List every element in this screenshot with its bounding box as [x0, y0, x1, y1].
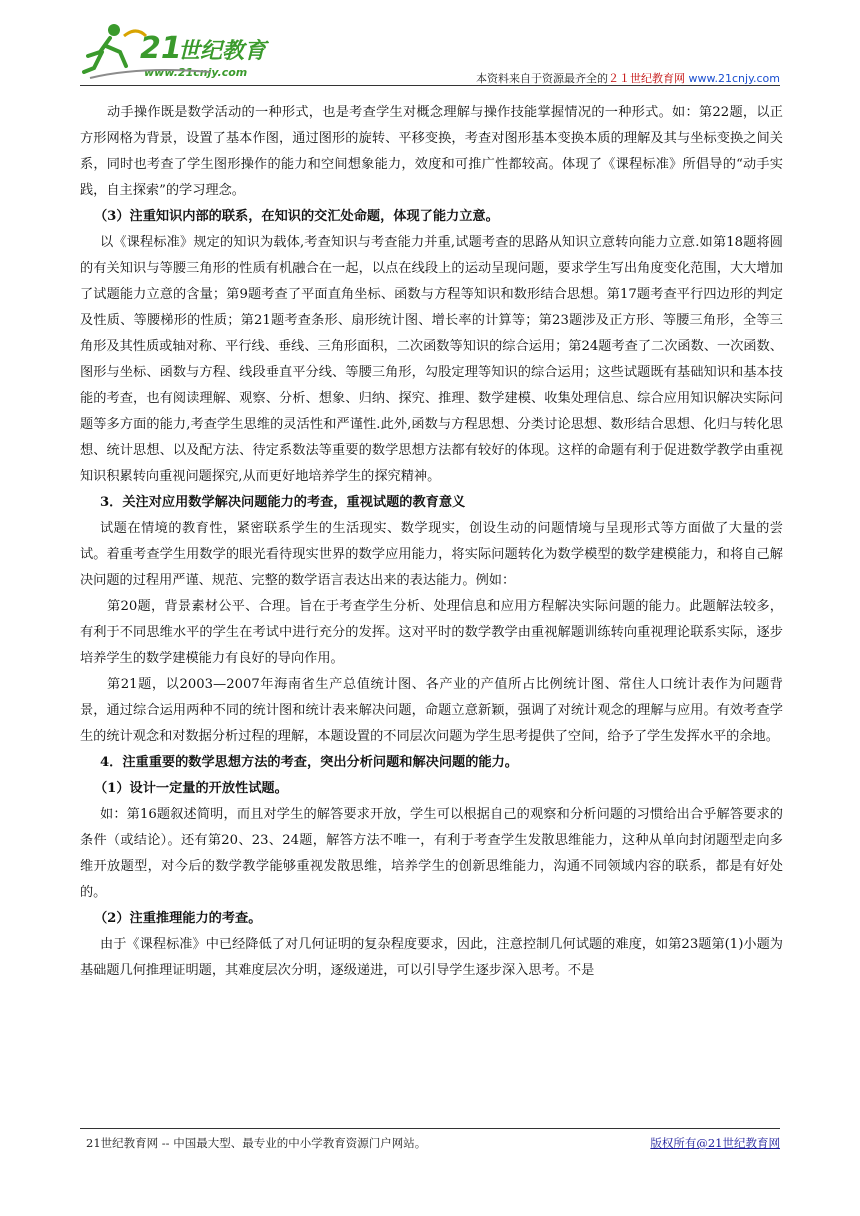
paragraph-question-21: 第21题，以2003—2007年海南省生产总值统计图、各产业的产值所占比例统计图、常住人口统计表作为问题背景，通过综合运用两种不同的统计图和统计表来解决问题，命题立意新颖，强调了对统计观念的理解与应用。有效考查学生的统计观念和对数据分析过程的理解，本题设置的不同层次问题为学生思考提供了空间，给予了学生发挥水平的余地。	[80, 677, 783, 744]
document-body	[80, 100, 783, 984]
header-source-note	[476, 70, 780, 86]
header-divider	[80, 85, 780, 86]
heading-open-questions: （1）设计一定量的开放性试题。	[94, 781, 288, 796]
paragraph-open-questions: 如：第16题叙述简明，而且对学生的解答要求开放，学生可以根据自己的观察和分析问题的习惯给出合乎解答要求的条件（或结论）。还有第20、23、24题，解答方法不唯一，有利于考查学生发散思维能力，这种从单向封闭题型走向多维开放题型，对今后的数学教学能够重视发散思维，培养学生的创新思维能力，沟通不同领域内容的联系，都是有好处的。	[80, 807, 783, 900]
paragraph-knowledge-links: 以《课程标准》规定的知识为载体,考查知识与考查能力并重,试题考查的思路从知识立意转向能力立意.如第18题将圆的有关知识与等腰三角形的性质有机融合在一起，以点在线段上的运动呈现问题，要求学生写出角度变化范围，大大增加了试题能力立意的含量；第9题考查了平面直角坐标、函数与方程等知识和数形结合思想。第17题考查平行四边形的判定及性质、等腰梯形的性质；第21题考查条形、扇形统计图、增长率的计算等；第23题涉及正方形、等腰三角形，全等三角形及其性质或轴对称、平行线、垂线、三角形面积，二次函数等知识的综合运用；第24题考查了二次函数、一次函数、图形与坐标、函数与方程、线段垂直平分线、等腰三角形，勾股定理等知识的综合运用；这些试题既有基础知识和基本技能的考查，也有阅读理解、观察、分析、想象、归纳、探究、推理、数学建模、收集处理信息、综合应用知识解决实际问题等多方面的能力,考查学生思维的灵活性和严谨性.此外,函数与方程思想、分类讨论思想、数形结合思想、化归与转化思想、统计思想、以及配方法、待定系数法等重要的数学思想方法都有较好的体现。这样的命题有利于促进数学教学由重视知识积累转向重视问题探究,从而更好地培养学生的探究精神。	[80, 235, 783, 484]
footer-site-description: 21世纪教育网 -- 中国最大型、最专业的中小学教育资源门户网站。	[86, 1136, 427, 1150]
svg-text:21: 21	[140, 31, 182, 66]
footer-divider	[80, 1128, 780, 1129]
site-logo	[80, 16, 310, 82]
svg-text:www.21cnjy.com: www.21cnjy.com	[144, 66, 248, 79]
heading-application: 3．关注对应用数学解决问题能力的考查，重视试题的教育意义	[100, 495, 466, 510]
svg-text:世纪教育: 世纪教育	[178, 39, 267, 64]
footer-copyright-link[interactable]: 版权所有@21世纪教育网	[650, 1136, 780, 1150]
heading-knowledge-links: （3）注重知识内部的联系，在知识的交汇处命题，体现了能力立意。	[94, 209, 499, 224]
paragraph-reasoning: 由于《课程标准》中已经降低了对几何证明的复杂程度要求，因此，注意控制几何试题的难度，如第23题第(1)小题为基础题几何推理证明题，其难度层次分明，逐级递进，可以引导学生逐步深入思考。不是	[80, 937, 783, 978]
paragraph-question-20: 第20题，背景素材公平、合理。旨在于考查学生分析、处理信息和应用方程解决实际问题的能力。此题解法较多，有利于不同思维水平的学生在考试中进行充分的发挥。这对平时的数学教学由重视解题训练转向重视理论联系实际，逐步培养学生的数学建模能力有良好的导向作用。	[80, 599, 783, 666]
paragraph-hands-on: 动手操作既是数学活动的一种形式，也是考查学生对概念理解与操作技能掌握情况的一种形式。如：第22题，以正方形网格为背景，设置了基本作图，通过图形的旋转、平移变换，考查对图形基本变换本质的理解及其与坐标变换之间关系，同时也考查了学生图形操作的能力和空间想象能力，效度和可推广性都较高。体现了《课程标准》所倡导的“动手实践，自主探索”的学习理念。	[80, 105, 783, 198]
header-site-name[interactable]: ２１世纪教育网	[608, 72, 686, 85]
header-note-prefix: 本资料来自于资源最齐全的	[476, 72, 609, 85]
heading-reasoning: （2）注重推理能力的考查。	[94, 911, 262, 926]
header-site-url[interactable]: www.21cnjy.com	[688, 72, 780, 85]
heading-math-thinking: 4．注重重要的数学思想方法的考查，突出分析问题和解决问题的能力。	[100, 755, 518, 770]
page-header	[80, 14, 780, 84]
paragraph-application: 试题在情境的教育性，紧密联系学生的生活现实、数学现实，创设生动的问题情境与呈现形式等方面做了大量的尝试。着重考查学生用数学的眼光看待现实世界的数学应用能力，将实际问题转化为数学模型的数学建模能力，和将自己解决问题的过程用严谨、规范、完整的数学语言表达出来的表达能力。例如：	[80, 521, 783, 588]
